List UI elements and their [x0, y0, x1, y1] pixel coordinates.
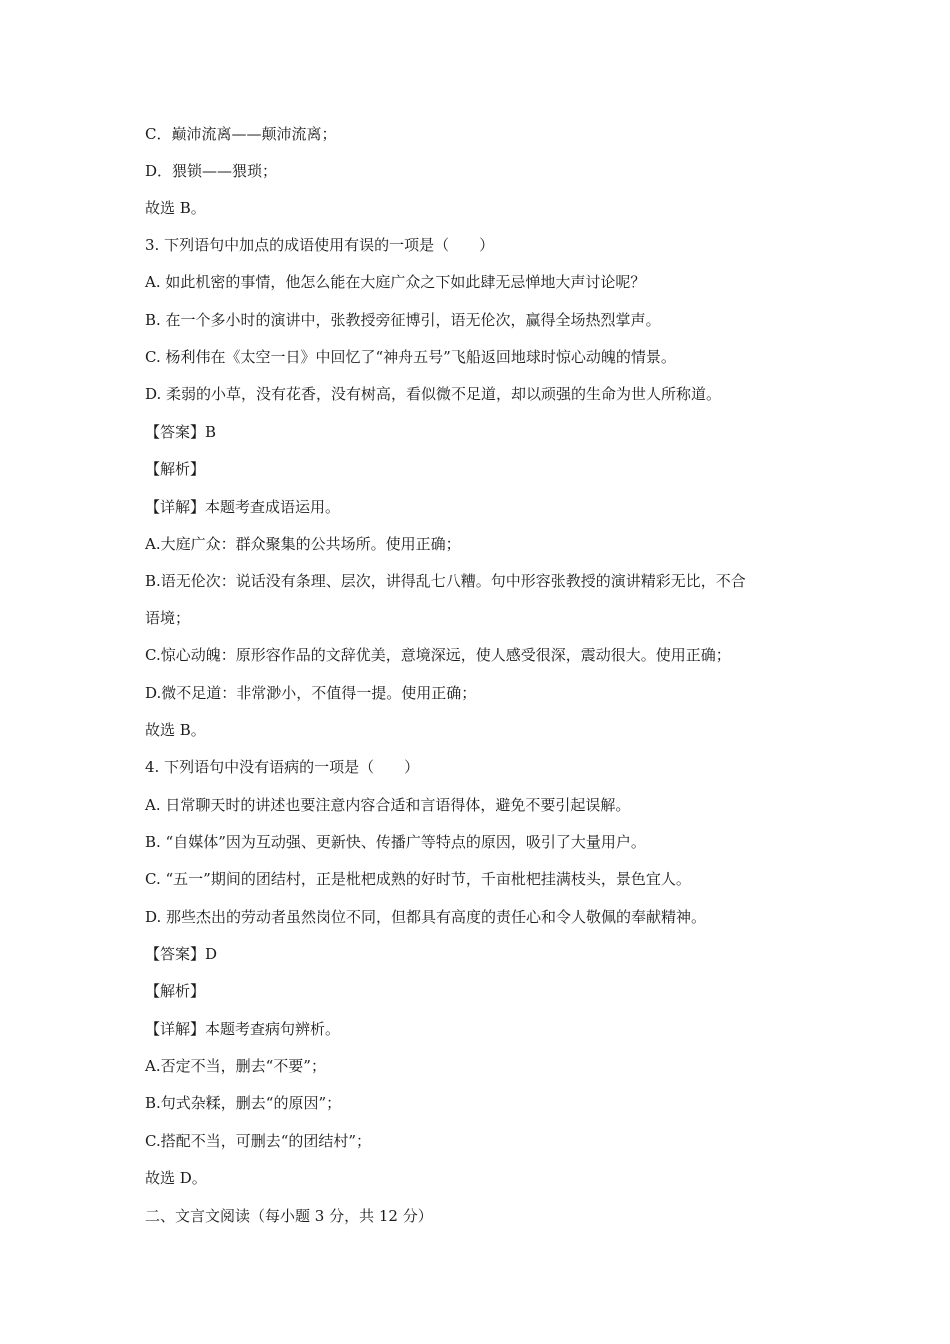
analysis-label: 【解析】 [145, 460, 206, 478]
question-3-stem: 3. 下列语句中加点的成语使用有误的一项是（ ） [145, 236, 495, 254]
text-line: 故选 D。 [145, 1169, 207, 1187]
text-line: C．巅沛流离——颠沛流离； [145, 125, 337, 143]
section-heading: 二、文言文阅读（每小题 3 分，共 12 分） [145, 1207, 433, 1225]
detail-text: 【详解】本题考查成语运用。 [145, 498, 341, 516]
question-4-stem: 4. 下列语句中没有语病的一项是（ ） [145, 758, 420, 776]
answer-label: 【答案】B [145, 423, 217, 441]
option-d: D. 那些杰出的劳动者虽然岗位不同，但都具有高度的责任心和令人敬佩的奉献精神。 [145, 908, 707, 926]
option-c: C. “五一”期间的团结村，正是枇杷成熟的好时节，千亩枇杷挂满枝头，景色宜人。 [145, 870, 691, 888]
text-line: D．猥锁——猥琐； [145, 162, 278, 180]
option-b: B. “自媒体”因为互动强、更新快、传播广等特点的原因，吸引了大量用户。 [145, 833, 646, 851]
explanation-b: B.语无伦次：说话没有条理、层次，讲得乱七八糟。句中形容张教授的演讲精彩无比，不合 [145, 572, 746, 590]
answer-label: 【答案】D [145, 945, 218, 963]
analysis-label: 【解析】 [145, 982, 206, 1000]
text-line: 故选 B。 [145, 199, 206, 217]
explanation-a: A.否定不当，删去“不要”； [145, 1057, 326, 1075]
explanation-d: D.微不足道：非常渺小，不值得一提。使用正确； [145, 684, 477, 702]
explanation-a: A.大庭广众：群众聚集的公共场所。使用正确； [145, 535, 461, 553]
option-b: B. 在一个多小时的演讲中，张教授旁征博引，语无伦次，赢得全场热烈掌声。 [145, 311, 661, 329]
option-c: C. 杨利伟在《太空一日》中回忆了“神舟五号”飞船返回地球时惊心动魄的情景。 [145, 348, 676, 366]
option-d: D. 柔弱的小草，没有花香，没有树高，看似微不足道，却以顽强的生命为世人所称道。 [145, 385, 722, 403]
detail-text: 【详解】本题考查病句辨析。 [145, 1020, 341, 1038]
explanation-c: C.搭配不当，可删去“的团结村”； [145, 1132, 372, 1150]
explanation-b-cont: 语境； [145, 609, 191, 627]
explanation-b: B.句式杂糅，删去“的原因”； [145, 1094, 342, 1112]
text-line: 故选 B。 [145, 721, 206, 739]
option-a: A. 如此机密的事情，他怎么能在大庭广众之下如此肆无忌惮地大声讨论呢？ [145, 273, 646, 291]
option-a: A. 日常聊天时的讲述也要注意内容合适和言语得体，避免不要引起误解。 [145, 796, 631, 814]
explanation-c: C.惊心动魄：原形容作品的文辞优美，意境深远，使人感受很深，震动很大。使用正确； [145, 646, 731, 664]
